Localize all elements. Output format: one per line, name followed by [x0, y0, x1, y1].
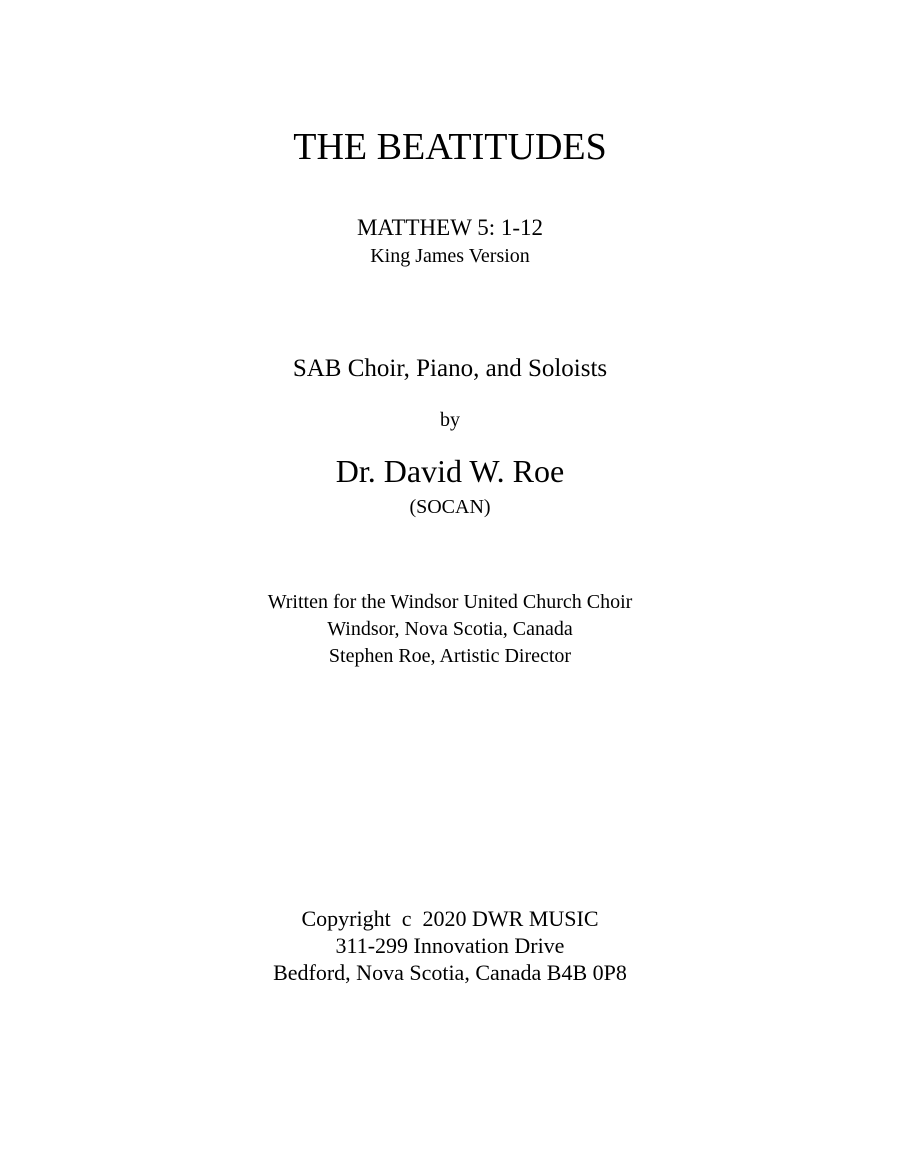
copyright-line-2: 311-299 Innovation Drive [335, 933, 565, 958]
byline: by [440, 409, 460, 431]
scripture-passage: MATTHEW 5: 1-12 [356, 215, 544, 240]
copyright-line-3: Bedford, Nova Scotia, Canada B4B 0P8 [273, 960, 627, 985]
page-title: THE BEATITUDES [293, 126, 607, 168]
scripture-version: King James Version [370, 245, 530, 267]
dedication-line-3: Stephen Roe, Artistic Director [328, 645, 572, 667]
dedication-line-1: Written for the Windsor United Church Choir [267, 591, 633, 613]
composer-affiliation: (SOCAN) [409, 496, 491, 518]
scoring-line: SAB Choir, Piano, and Soloists [292, 355, 608, 382]
copyright-line-1: Copyright c 2020 DWR MUSIC [301, 906, 599, 931]
composer-name: Dr. David W. Roe [335, 453, 565, 489]
dedication-line-2: Windsor, Nova Scotia, Canada [327, 618, 573, 640]
